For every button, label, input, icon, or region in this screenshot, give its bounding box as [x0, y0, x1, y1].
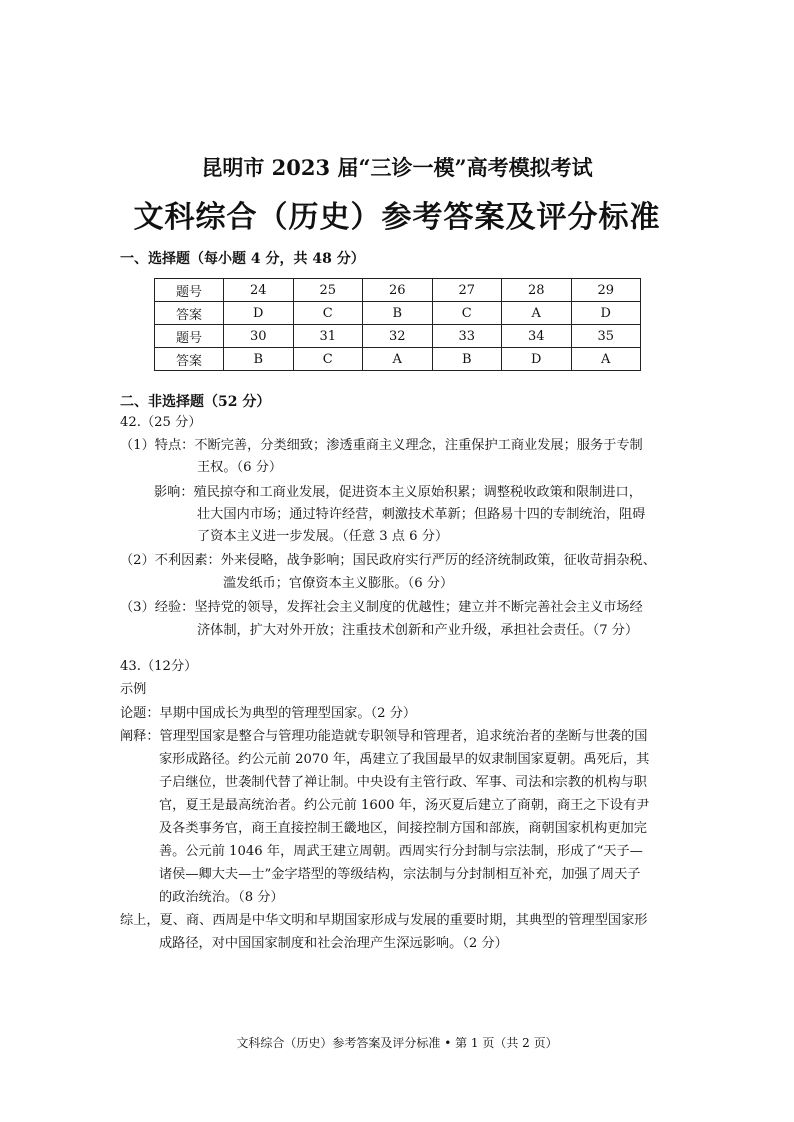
q42-part2-line: （2）不利因素：外来侵略，战争影响；国民政府实行严厉的经济统制政策，征收苛捐杂税、 [120, 553, 656, 568]
q42-impact-line: 壮大国内市场；通过特许经营，刺激技术革新；但路易十四的专制统治，阻碍 [197, 507, 646, 522]
q42-part3-line: 济体制，扩大对外开放；注重技术创新和产业升级，承担社会责任。（7 分） [197, 623, 639, 638]
table-cell: B [432, 348, 502, 371]
table-row [155, 325, 641, 348]
table-row [155, 348, 641, 371]
table-cell: D [224, 302, 294, 325]
q43-explanation-line: 家形成路径。约公元前 2070 年，禹建立了我国最早的奴隶制国家夏朝。禹死后，其 [159, 752, 650, 767]
table-cell: 27 [432, 279, 502, 302]
q43-explanation-line: 诸侯—卿大夫—士”金字塔型的等级结构，宗法制与分封制相互补充，加强了周天子 [159, 867, 641, 882]
table-row [155, 279, 641, 302]
q43-example-label: 示例 [120, 682, 147, 697]
document-title: 文科综合（历史）参考答案及评分标准 [133, 200, 661, 235]
q42-part1-line: （1）特点：不断完善，分类细致；渗透重商主义理念，注重保护工商业发展；服务于专制 [120, 438, 643, 453]
table-cell: B [363, 302, 433, 325]
table-cell: C [432, 302, 502, 325]
section1-heading: 一、选择题（每小题 4 分，共 48 分） [120, 251, 365, 267]
table-cell: 26 [363, 279, 433, 302]
table-cell: D [571, 302, 641, 325]
table-cell: 答案 [155, 302, 224, 325]
table-cell: A [502, 302, 572, 325]
q43-heading: 43.（12分） [120, 659, 198, 674]
table-cell: 答案 [155, 348, 224, 371]
table-cell: 32 [363, 325, 433, 348]
section2-heading: 二、非选择题（52 分） [120, 394, 271, 410]
table-cell: 28 [502, 279, 572, 302]
table-cell: D [502, 348, 572, 371]
table-cell: 30 [224, 325, 294, 348]
q42-impact-line: 了资本主义进一步发展。（任意 3 点 6 分） [197, 529, 449, 544]
table-cell: B [224, 348, 294, 371]
q43-explanation-line: 子启继位，世袭制代替了禅让制。中央设有主管行政、军事、司法和宗教的机构与职 [159, 775, 647, 790]
table-cell: 31 [293, 325, 363, 348]
q42-part3-line: （3）经验：坚持党的领导，发挥社会主义制度的优越性；建立并不断完善社会主义市场经 [120, 600, 643, 615]
q42-impact-line: 影响：殖民掠夺和工商业发展，促进资本主义原始积累；调整税收政策和限制进口， [154, 485, 642, 500]
table-cell: 题号 [155, 279, 224, 302]
q43-explanation-line: 及各类事务官，商王直接控制王畿地区，间接控制方国和部族，商朝国家机构更加完 [159, 821, 647, 836]
table-cell: 24 [224, 279, 294, 302]
q42-part1-line: 王权。（6 分） [197, 460, 283, 475]
table-cell: C [293, 348, 363, 371]
table-cell: 34 [502, 325, 572, 348]
q42-heading: 42.（25 分） [120, 415, 202, 430]
q43-explanation-line: 官，夏王是最高统治者。约公元前 1600 年，汤灭夏后建立了商朝，商王之下设有尹 [159, 798, 650, 813]
q43-explanation-line: 阐释：管理型国家是整合与管理功能造就专职领导和管理者，追求统治者的垄断与世袭的国 [120, 729, 648, 744]
table-cell: 33 [432, 325, 502, 348]
table-cell: 题号 [155, 325, 224, 348]
exam-title: 昆明市 2023 届“三诊一模”高考模拟考试 [201, 155, 593, 180]
table-cell: C [293, 302, 363, 325]
q43-explanation-line: 善。公元前 1046 年，周武王建立周朝。西周实行分封制与宗法制，形成了“天子— [159, 844, 643, 859]
q43-summary-line: 成路径，对中国国家制度和社会治理产生深远影响。（2 分） [159, 936, 508, 951]
answer-table [154, 278, 641, 371]
table-cell: A [363, 348, 433, 371]
table-cell: 29 [571, 279, 641, 302]
table-cell: 25 [293, 279, 363, 302]
q43-thesis: 论题：早期中国成长为典型的管理型国家。（2 分） [120, 706, 417, 721]
table-row [155, 302, 641, 325]
q43-summary-line: 综上，夏、商、西周是中华文明和早期国家形成与发展的重要时期，其典型的管理型国家形 [120, 913, 648, 928]
table-cell: A [571, 348, 641, 371]
q43-explanation-line: 的政治统治。（8 分） [159, 890, 284, 905]
q42-part2-line: 滥发纸币；官僚资本主义膨胀。（6 分） [223, 576, 454, 591]
table-cell: 35 [571, 325, 641, 348]
page-footer: 文科综合（历史）参考答案及评分标准 • 第 1 页（共 2 页） [236, 1036, 558, 1050]
